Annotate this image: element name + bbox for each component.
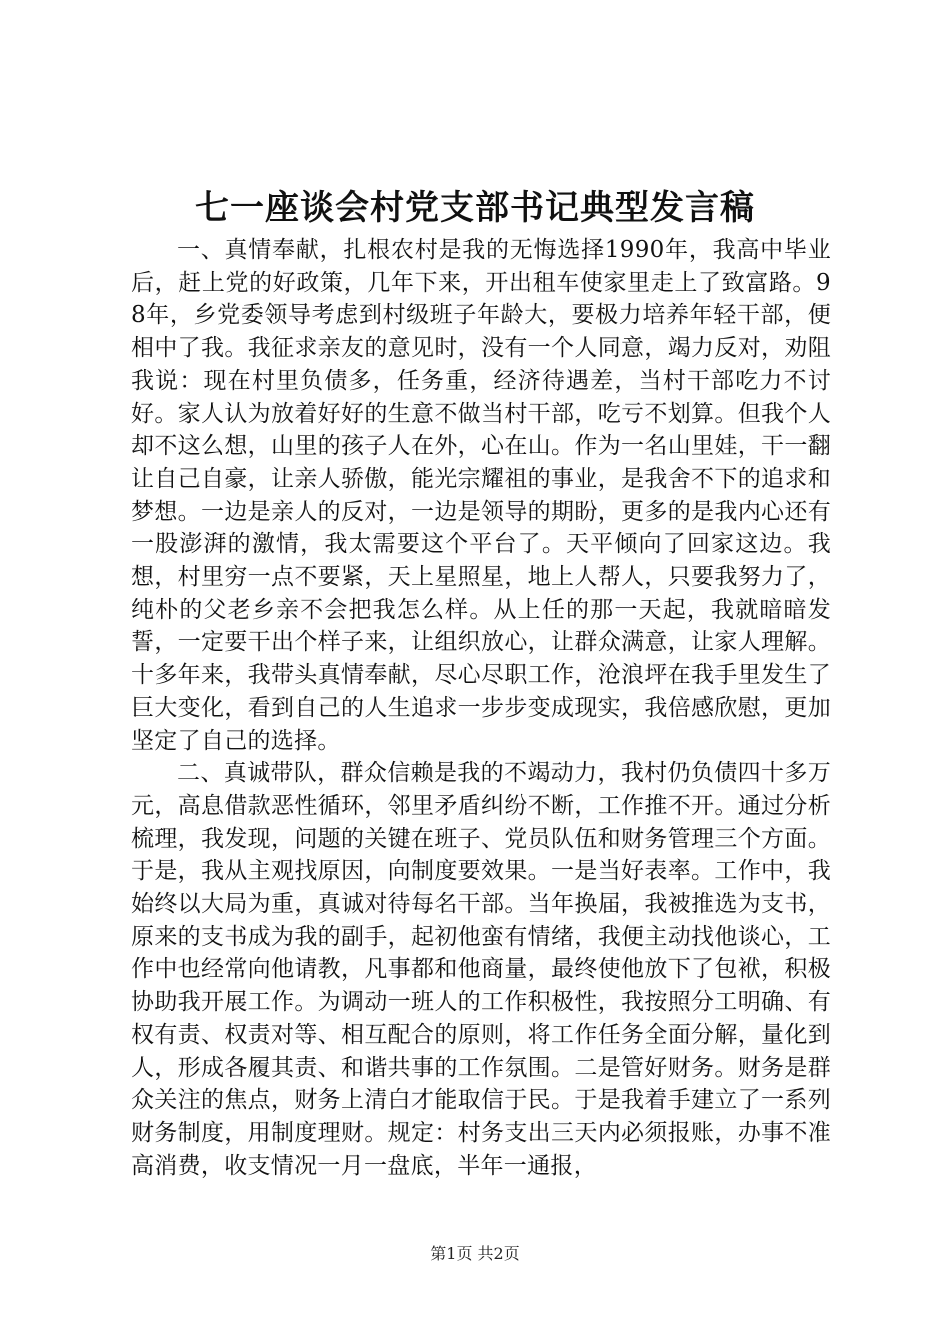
paragraph-2: 二、真诚带队，群众信赖是我的不竭动力，我村仍负债四十多万元，高息借款恶性循环，邻里矛盾纠纷不断，工作推不开。通过分析梳理，我发现，问题的关键在班子、党员队伍和财务管理三个方面。于是，我从主观找原因，向制度要效果。一是当好表率。工作中，我始终以大局为重，真诚对待每名干部。当年换届，我被推选为支书，原来的支书成为我的副手，起初他蛮有情绪，我便主动找他谈心，工作中也经常向他请教，凡事都和他商量，最终使他放下了包袱，积极协助我开展工作。为调动一班人的工作积极性，我按照分工明确、有权有责、权责对等、相互配合的原则，将工作任务全面分解，量化到人，形成各履其责、和谐共事的工作氛围。二是管好财务。财务是群众关注的焦点，财务上清白才能取信于民。于是我着手建立了一系列财务制度，用制度理财。规定：村务支出三天内必须报账，办事不准高消费，收支情况一月一盘底，半年一通报， [131, 760, 831, 1179]
document-body [131, 234, 831, 1182]
document-title: 七一座谈会村党支部书记典型发言稿 [195, 188, 755, 228]
page-number-footer: 第1页 共2页 [430, 1244, 520, 1263]
paragraph-1: 一、真情奉献，扎根农村是我的无悔选择1990年，我高中毕业后，赶上党的好政策，几年下来，开出租车使家里走上了致富路。98年，乡党委领导考虑到村级班子年龄大，要极力培养年轻干部，便相中了我。我征求亲友的意见时，没有一个人同意，竭力反对，劝阻我说：现在村里负债多，任务重，经济待遇差，当村干部吃力不讨好。家人认为放着好好的生意不做当村干部，吃亏不划算。但我个人却不这么想，山里的孩子人在外，心在山。作为一名山里娃，干一翻让自己自豪，让亲人骄傲，能光宗耀祖的事业，是我舍不下的追求和梦想。一边是亲人的反对，一边是领导的期盼，更多的是我内心还有一股澎湃的激情，我太需要这个平台了。天平倾向了回家这边。我想，村里穷一点不要紧，天上星照星，地上人帮人，只要我努力了，纯朴的父老乡亲不会把我怎么样。从上任的那一天起，我就暗暗发誓，一定要干出个样子来，让组织放心，让群众满意，让家人理解。十多年来，我带头真情奉献，尽心尽职工作，沧浪坪在我手里发生了巨大变化，看到自己的人生追求一步步变成现实，我倍感欣慰，更加坚定了自己的选择。 [131, 237, 831, 754]
